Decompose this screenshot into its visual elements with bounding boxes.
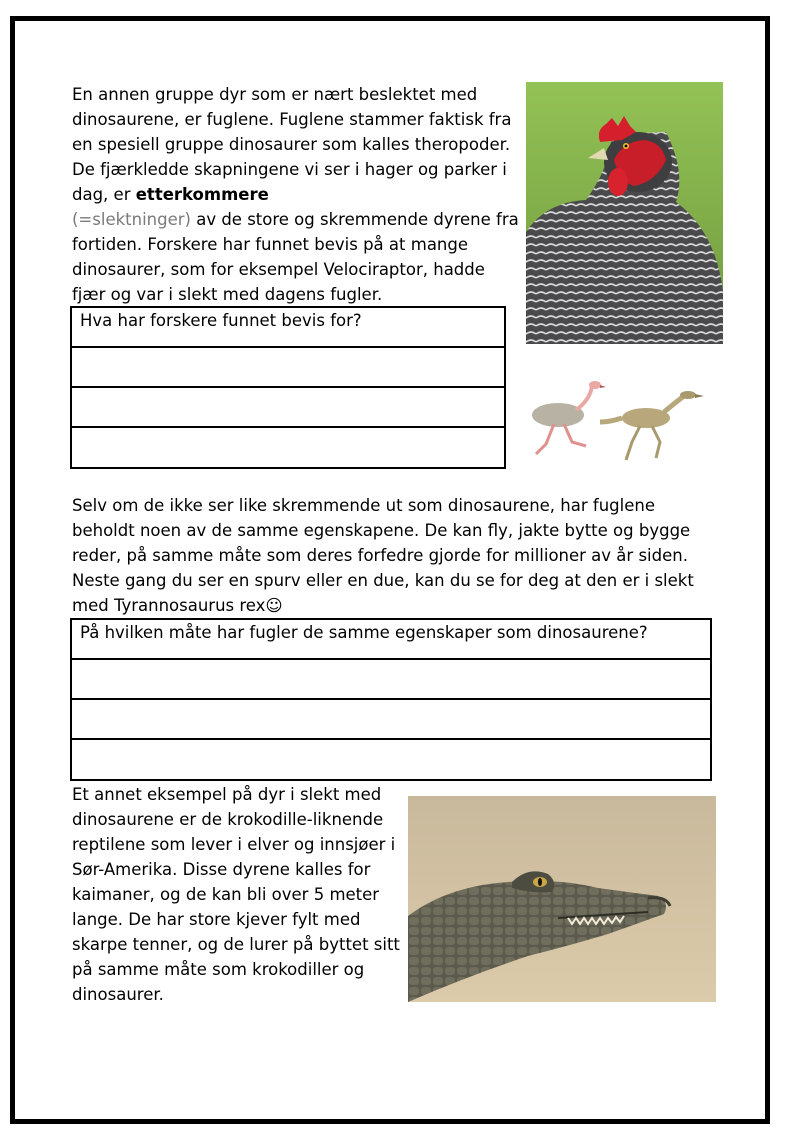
intro-text-continued: av de store og skremmende dyrene fra fortiden. Forskere har funnet bevis på at mange dinosaurer, som for eksempel Velociraptor, hadde fjær og var i slekt med dagens fugler. bbox=[72, 210, 519, 304]
question-box-1 bbox=[70, 306, 506, 469]
question-box-2 bbox=[70, 618, 712, 781]
intro-text: En annen gruppe dyr som er nært beslektet med dinosaurene, er fuglene. Fuglene stammer faktisk fra en spesiell gruppe dinosaurer som kalles theropoder. De fjærkledde skapningene vi ser i hager og parker i dag, er bbox=[72, 85, 512, 204]
answer-line[interactable] bbox=[72, 348, 504, 388]
answer-line[interactable] bbox=[72, 740, 710, 780]
caiman-paragraph: Et annet eksempel på dyr i slekt med dinosaurene er de krokodille-liknende reptilene som lever i elver og innsjøer i Sør-Amerika. Disse dyrene kalles for kaimaner, og de kan bli over 5 meter lange. De har store kjever fylt med skarpe tenner, og de lurer på byttet sitt på samme måte som krokodiller og dinosaurer. bbox=[72, 785, 400, 1004]
intro-paragraph bbox=[72, 82, 522, 307]
ostrich-and-dinosaur-illustration bbox=[528, 378, 708, 466]
word-explanation: (=slektninger) bbox=[72, 210, 191, 229]
caiman-photo bbox=[408, 796, 716, 1002]
answer-line[interactable] bbox=[72, 388, 504, 428]
hen-photo bbox=[526, 82, 723, 344]
answer-line[interactable] bbox=[72, 700, 710, 740]
question-2-text: På hvilken måte har fugler de samme egenskaper som dinosaurene? bbox=[72, 620, 710, 660]
highlight-word: etterkommere bbox=[135, 185, 269, 204]
answer-line[interactable] bbox=[72, 428, 504, 468]
birds-paragraph: Selv om de ikke ser like skremmende ut som dinosaurene, har fuglene beholdt noen av de samme egenskapene. De kan fly, jakte bytte og bygge reder, på samme måte som deres forfedre gjorde for millioner av år siden. Neste gang du ser en spurv eller en due, kan du se for deg at den er i slekt med Tyrannosaurus rex☺ bbox=[72, 496, 694, 615]
question-1-text: Hva har forskere funnet bevis for? bbox=[72, 308, 504, 348]
answer-line[interactable] bbox=[72, 660, 710, 700]
